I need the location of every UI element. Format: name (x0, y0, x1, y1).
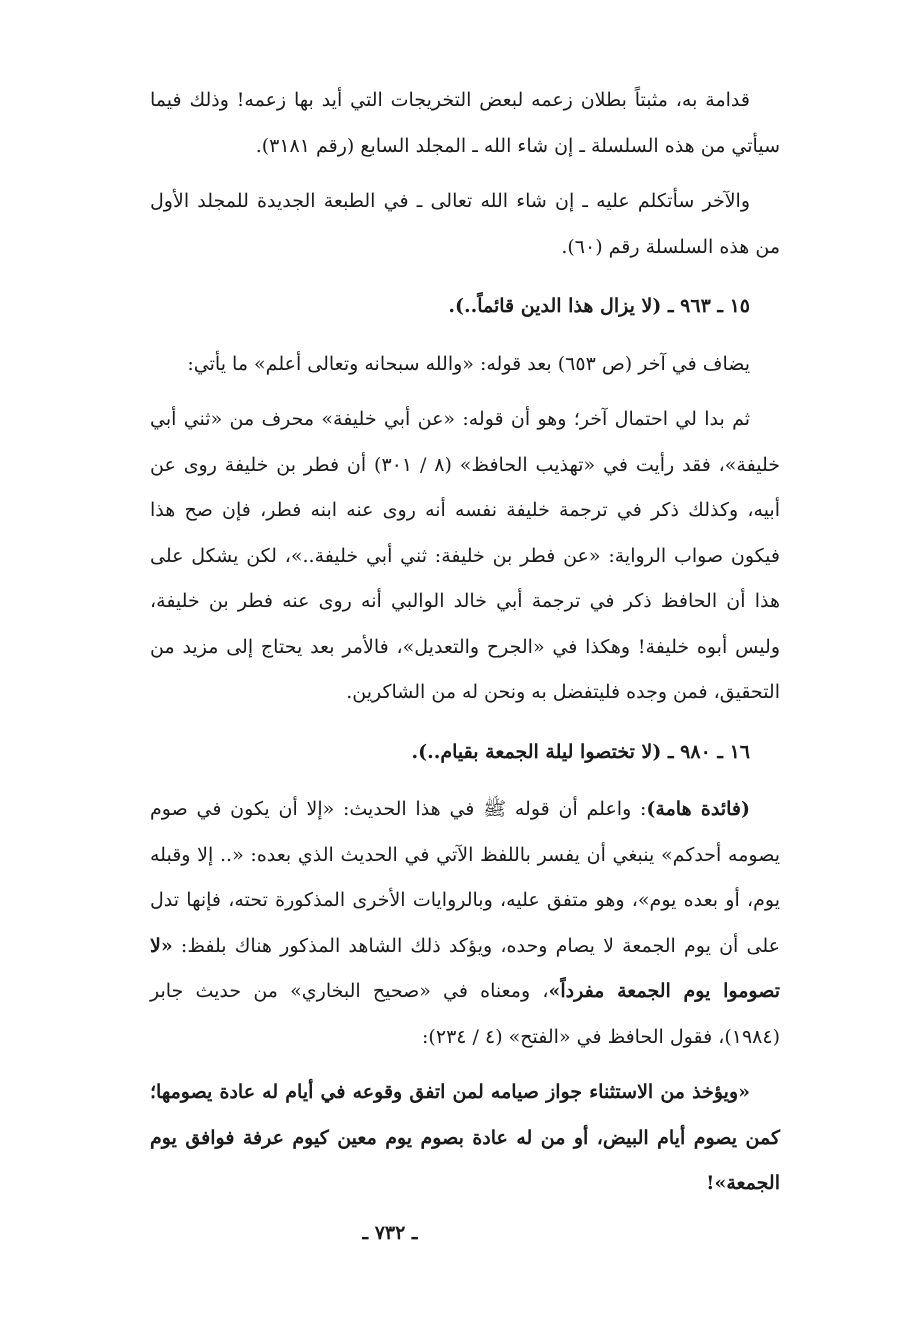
section-heading-15: ١٥ ـ ٩٦٣ ـ (لا يزال هذا الدين قائماً..). (448, 295, 750, 317)
paragraph-important-note (150, 787, 780, 1060)
page-number: ـ ٧٣٢ ـ (362, 1222, 418, 1244)
note-label: (فائدة هامة) (646, 798, 751, 820)
section-heading-16: ١٦ ـ ٩٨٠ ـ (لا تختصوا ليلة الجمعة بقيام..). (411, 740, 750, 763)
page-body (150, 78, 780, 1217)
paragraph-fath-quote: «ويؤخذ من الاستثناء جواز صيامه لمن اتفق وقوعه في أيام له عادة يصومها؛ كمن يصوم أيام البيض، أو من له عادة بصوم يوم معين كيوم عرفة فوافق يوم الجمعة»! (150, 1081, 780, 1194)
note-body-end: ، ومعناه في «صحيح البخاري» من حديث جابر (١٩٨٤)، فقول الحافظ في «الفتح» (٤ / ٢٣٤): (150, 980, 780, 1048)
paragraph-continuation: قدامة به، مثبتاً بطلان زعمه لبعض التخريجات التي أيد بها زعمه! وذلك فيما سيأتي من هذه السلسلة ـ إن شاء الله ـ المجلد السابع (رقم ٣١٨١). (150, 89, 780, 157)
note-quote: «لا تصوموا يوم الجمعة مفرداً» (150, 934, 781, 1002)
note-body: : واعلم أن قوله ﷺ في هذا الحديث: «إلا أن يكون في صوم يصومه أحدكم» ينبغي أن يفسر باللفظ الآتي في الحديث الذي بعده: «.. إلا وقبله يوم، أو بعده يوم»، وهو متفق عليه، وبالروايات الأخرى المذكورة تحته، فإنها تدل على أن يوم الجمعة لا يصام وحده، ويؤكد ذلك الشاهد المذكور هناك بلفظ: (150, 798, 780, 957)
paragraph-other-narration: والآخر سأتكلم عليه ـ إن شاء الله تعالى ـ في الطبعة الجديدة للمجلد الأول من هذه السلسلة رقم (٦٠). (150, 190, 780, 258)
paragraph-possibility: ثم بدا لي احتمال آخر؛ وهو أن قوله: «عن أبي خليفة» محرف من «ثني أبي خليفة»، فقد رأيت في «تهذيب الحافظ» (٨ / ٣٠١) أن فطر بن خليفة روى عن أبيه، وكذلك ذكر في ترجمة خليفة نفسه أنه روى عنه ابنه فطر، فإن صح هذا فيكون صواب الرواية: «عن فطر بن خليفة: ثني أبي خليفة..»، لكن يشكل على هذا أن الحافظ ذكر في ترجمة أبي خالد الوالبي أنه روى عنه فطر بن خليفة، وليس أبوه خليفة! وهكذا في «الجرح والتعديل»، فالأمر بعد يحتاج إلى مزيد من التحقيق، فمن وجده فليتفضل به ونحن له من الشاكرين. (150, 408, 780, 703)
paragraph-addition: يضاف في آخر (ص ٦٥٣) بعد قوله: «والله سبحانه وتعالى أعلم» ما يأتي: (187, 352, 750, 375)
